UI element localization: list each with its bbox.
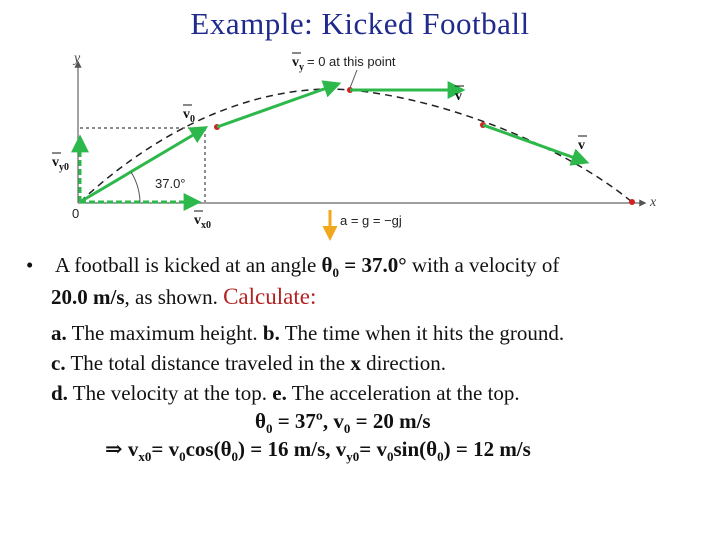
- question-line-c: c. The total distance traveled in the x direction.: [51, 351, 446, 375]
- given-values: $\theta_0$ = 37º, $v_0 = 20$ m/s: [255, 409, 431, 437]
- problem-line-1: A football is kicked at an angle $\theta_0 = 37.0^\circ$ with a velocity of: [55, 253, 560, 281]
- v0-vector: [80, 128, 205, 202]
- angle-arc: [131, 172, 140, 202]
- velocity-vector-falling: [483, 125, 586, 162]
- angle-label: 37.0°: [155, 176, 186, 191]
- question-line-de: d. The velocity at the top. e. The acceleration at the top.: [51, 381, 520, 405]
- components-equation: ⇒ $v_{x0}= v_0\cos(\theta_0) = 16$ m/s, $v_{y0}= v_0\sin(\theta_0) = 12$ m/s: [105, 437, 531, 465]
- top-point-pointer: [350, 70, 357, 88]
- x-axis-label: x: [650, 195, 657, 210]
- top-point-label: $v_y = 0$ at this point: [292, 54, 396, 73]
- velocity-label-falling: v: [578, 138, 585, 153]
- slide-title: Example: Kicked Football: [190, 6, 530, 41]
- question-line-ab: a. The maximum height. b. The time when it hits the ground.: [51, 321, 565, 345]
- vy0-label: $v_{y0}$: [52, 155, 69, 173]
- projectile-diagram: [0, 48, 720, 248]
- problem-line-2: 20.0 m/s, as shown. Calculate:: [51, 284, 317, 309]
- origin-label: 0: [72, 206, 80, 221]
- acceleration-label: a = g = −gj: [340, 213, 402, 228]
- v0-label: $v_0$: [183, 107, 195, 125]
- velocity-label-top: v: [455, 89, 462, 104]
- vx0-label: $v_{x0}$: [194, 213, 211, 231]
- y-axis-label: y: [74, 51, 81, 66]
- bullet: •: [26, 253, 34, 277]
- path-point-end: [629, 199, 635, 205]
